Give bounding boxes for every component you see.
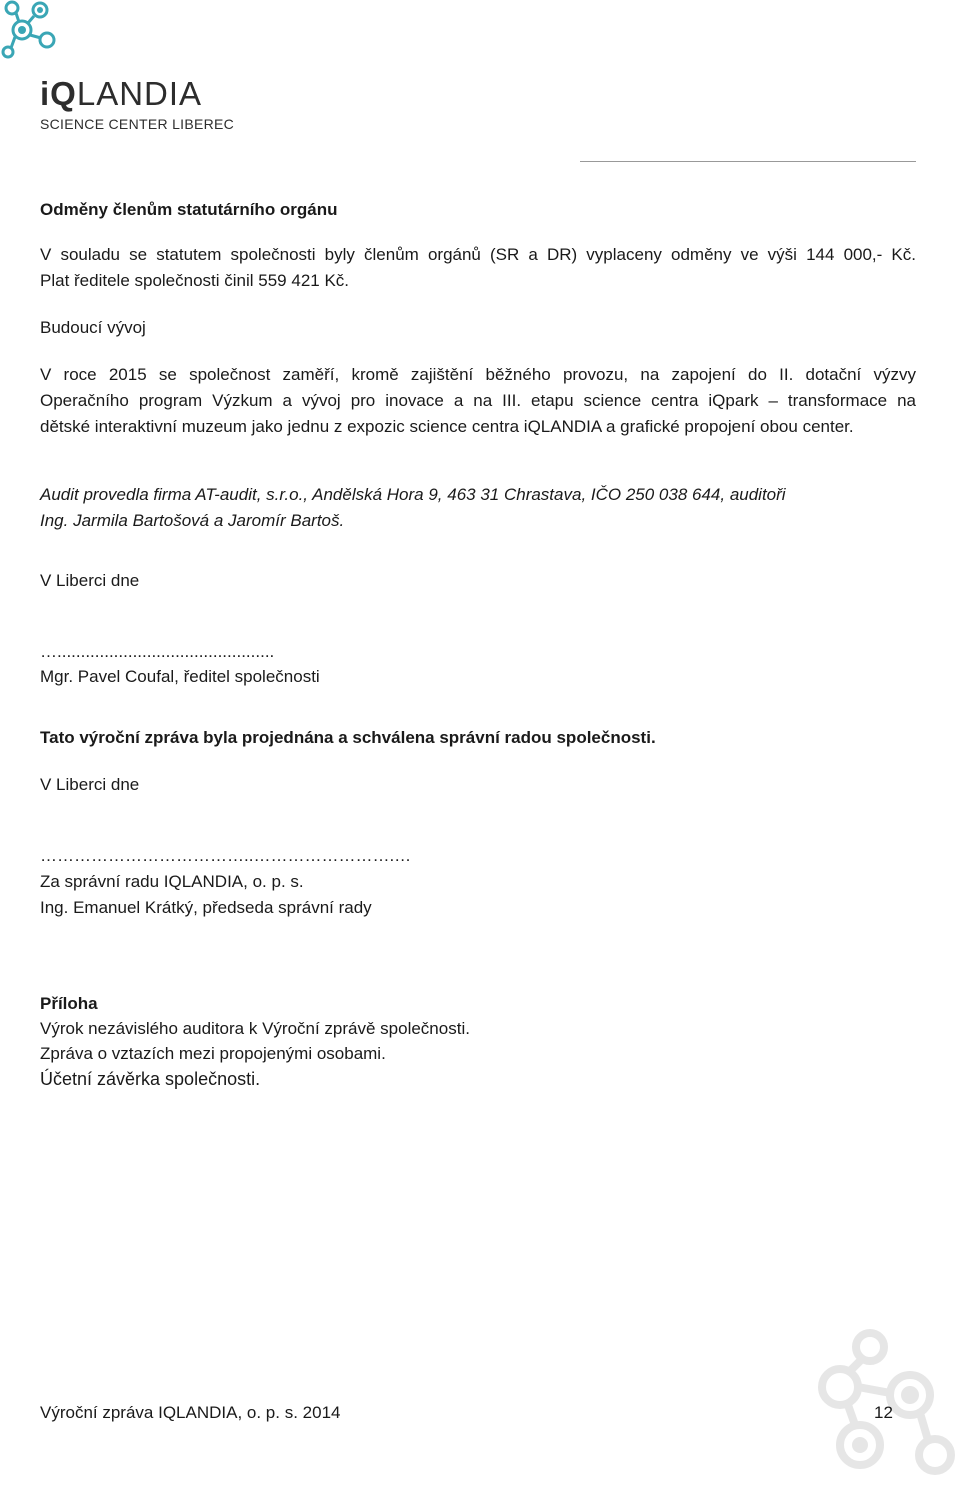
remuneration-heading: Odměny členům statutárního orgánu: [40, 200, 338, 219]
signatory-1: Mgr. Pavel Coufal, ředitel společnosti: [40, 667, 320, 686]
audit-line-1: Audit provedla firma AT-audit, s.r.o., Andělská Hora 9, 463 31 Chrastava, IČO 250 038 644, auditoři: [40, 485, 786, 504]
iqlandia-logo-icon: [0, 0, 60, 70]
attachment-item-2: Zpráva o vztazích mezi propojenými osobami.: [40, 1044, 386, 1063]
future-line-3: dětské interaktivní muzeum jako jednu z expozic science centra iQLANDIA a grafické propojení obou center.: [40, 417, 854, 436]
page-number: 12: [874, 1403, 893, 1422]
logo-iq: iQ: [40, 75, 77, 112]
logo-landia: LANDIA: [76, 75, 203, 112]
place-date-1: V Liberci dne: [40, 571, 140, 590]
future-line-2: Operačního program Výzkum a vývoj pro inovace a na III. etapu science centra iQpark – transformace na: [40, 391, 916, 410]
audit-line-2: Ing. Jarmila Bartošová a Jaromír Bartoš.: [40, 511, 345, 530]
place-date-2: V Liberci dne: [40, 775, 140, 794]
footer-title: Výroční zpráva IQLANDIA, o. p. s. 2014: [40, 1403, 341, 1422]
header-divider: [580, 161, 916, 162]
attachment-heading: Příloha: [40, 994, 98, 1013]
attachment-item-1: Výrok nezávislého auditora k Výroční zprávě společnosti.: [40, 1019, 470, 1038]
logo-subtitle: SCIENCE CENTER LIBEREC: [40, 116, 235, 132]
logo-wordmark: [40, 74, 202, 114]
signature-dots-2: ………………………………..…………………….…: [40, 846, 412, 865]
future-heading: Budoucí vývoj: [40, 318, 146, 337]
signatory-2-line-2: Ing. Emanuel Krátký, předseda správní rady: [40, 898, 372, 917]
attachment-item-3: Účetní závěrka společnosti.: [40, 1069, 261, 1089]
approval-statement: Tato výroční zpráva byla projednána a schválena správní radou společnosti.: [40, 728, 656, 747]
signature-dots-1: …..............................................: [40, 642, 275, 661]
signatory-2-line-1: Za správní radu IQLANDIA, o. p. s.: [40, 872, 304, 891]
future-line-1: V roce 2015 se společnost zaměří, kromě zajištění běžného provozu, na zapojení do II. dotační výzvy: [40, 365, 916, 384]
remuneration-line-2: Plat ředitele společnosti činil 559 421 Kč.: [40, 271, 350, 290]
remuneration-line-1: V souladu se statutem společnosti byly členům orgánů (SR a DR) vyplaceny odměny ve výši 144 000,- Kč.: [40, 245, 916, 264]
